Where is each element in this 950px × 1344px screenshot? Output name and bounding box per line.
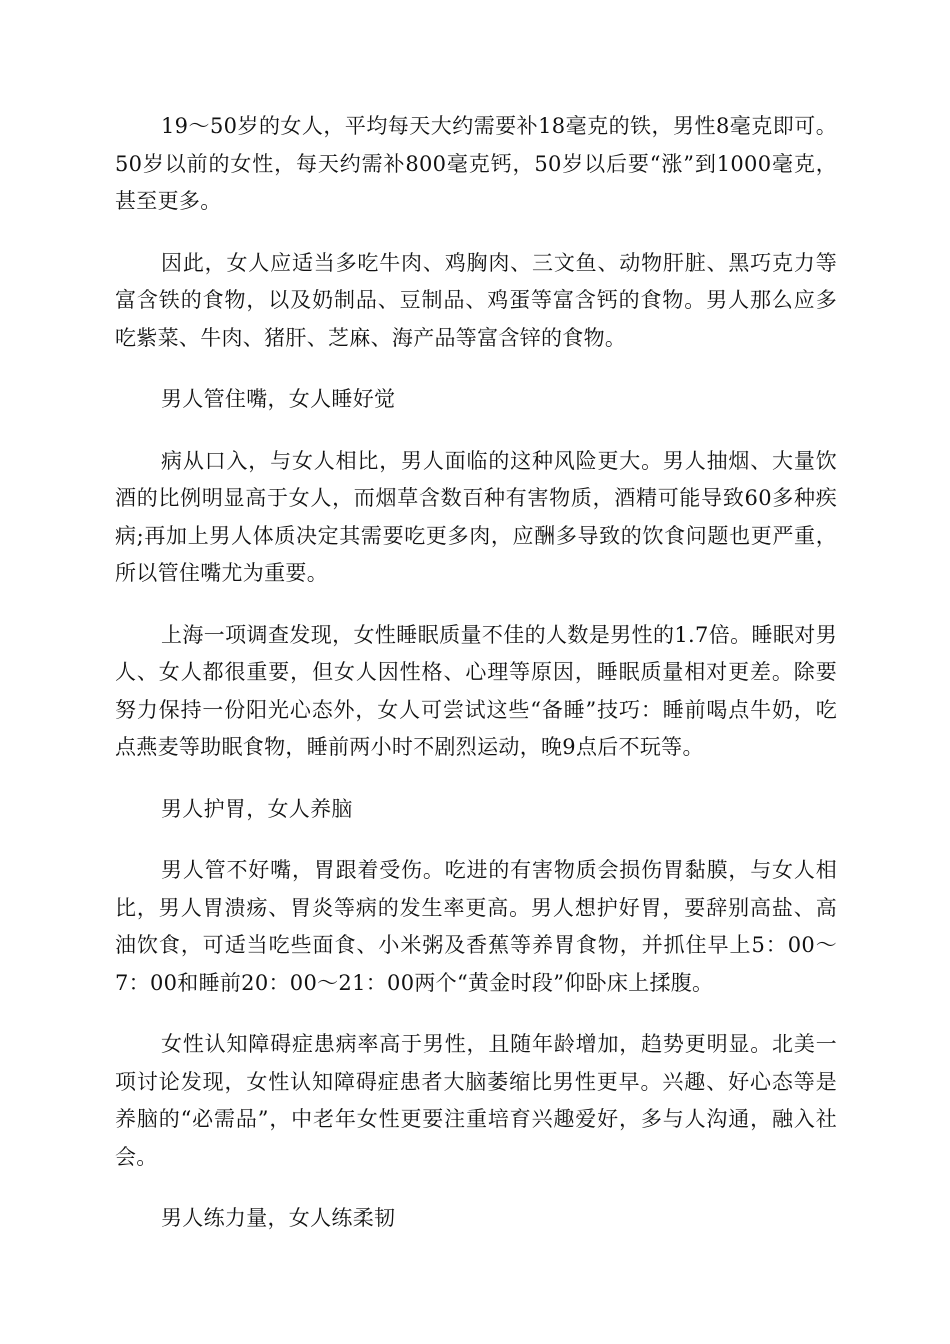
paragraph-food-advice: 因此，女人应适当多吃牛肉、鸡胸肉、三文鱼、动物肝脏、黑巧克力等富含铁的食物，以及奶制品、豆制品、鸡蛋等富含钙的食物。男人那么应多吃紫菜、牛肉、猪肝、芝麻、海产品等富含锌的食物。 <box>115 250 837 350</box>
paragraph-iron-calcium-needs: 19～50岁的女人，平均每天大约需要补18毫克的铁，男性8毫克即可。50岁以前的女性，每天约需补800毫克钙，50岁以后要“涨”到1000毫克，甚至更多。 <box>115 114 837 213</box>
paragraph-stomach-care: 男人管不好嘴，胃跟着受伤。吃进的有害物质会损伤胃黏膜，与女人相比，男人胃溃疡、胃炎等病的发生率更高。男人想护好胃，要辞别高盐、高油饮食，可适当吃些面食、小米粥及香蕉等养胃食物，并抓住早上5：00～7：00和睡前20：00～21：00两个“黄金时段”仰卧床上揉腹。 <box>115 858 837 995</box>
section-heading-strength-flexibility: 男人练力量，女人练柔韧 <box>161 1206 396 1230</box>
paragraph-diet-risk: 病从口入，与女人相比，男人面临的这种风险更大。男人抽烟、大量饮酒的比例明显高于女人，而烟草含数百种有害物质，酒精可能导致60多种疾病;再加上男人体质决定其需要吃更多肉，应酬多导致的饮食问题也更严重，所以管住嘴尤为重要。 <box>115 448 837 585</box>
document-body <box>115 108 837 1262</box>
section-heading-stomach-brain: 男人护胃，女人养脑 <box>161 796 353 821</box>
paragraph-brain-care: 女性认知障碍症患病率高于男性，且随年龄增加，趋势更明显。北美一项讨论发现，女性认知障碍症患者大脑萎缩比男性更早。兴趣、好心态等是养脑的“必需品”，中老年女性更要注重培育兴趣爱好，多与人沟通，融入社会。 <box>115 1032 837 1169</box>
section-heading-diet-sleep: 男人管住嘴，女人睡好觉 <box>161 387 396 411</box>
paragraph-sleep-survey: 上海一项调查发现，女性睡眠质量不佳的人数是男性的1.7倍。睡眠对男人、女人都很重要，但女人因性格、心理等原因，睡眠质量相对更差。除要努力保持一份阳光心态外，女人可尝试这些“备睡”技巧：睡前喝点牛奶，吃点燕麦等助眠食物，睡前两小时不剧烈运动，晚9点后不玩等。 <box>115 622 837 759</box>
